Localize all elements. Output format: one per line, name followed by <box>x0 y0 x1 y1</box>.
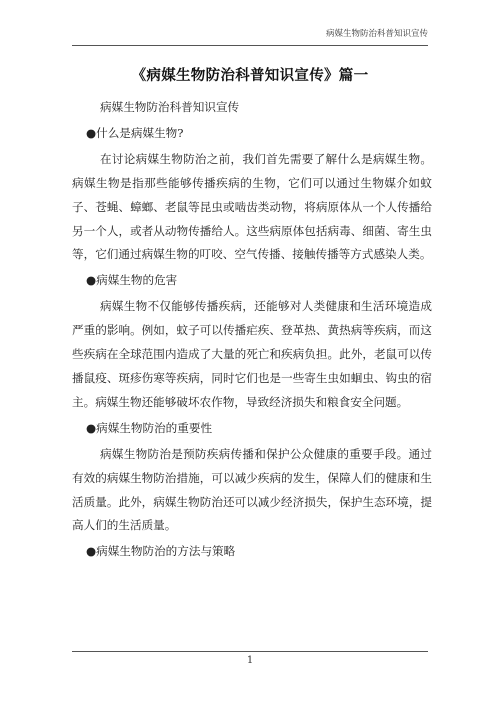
section-heading-importance: ●病媒生物防治的重要性 <box>86 420 213 435</box>
section-paragraph-harm: 病媒生物不仅能够传播疾病，还能够对人类健康和生活环境造成严重的影响。例如，蚊子可以传播疟疾、登革热、黄热病等疾病，而这些疾病在全球范围内造成了大量的死亡和疾病负担。此外，老鼠可以传播鼠疫、斑疹伤寒等疾病，同时它们也是一些寄生虫如蛔虫、钩虫的宿主。病媒生物还能够破坏农作物，导致经济损失和粮食安全问题。 <box>72 299 432 409</box>
section-heading-what-is: ●什么是病媒生物? <box>86 125 184 140</box>
header-divider <box>72 45 428 46</box>
document-body <box>72 96 432 566</box>
section-paragraph-what-is: 在讨论病媒生物防治之前，我们首先需要了解什么是病媒生物。病媒生物是指那些能够传播疾病的生物，它们可以通过生物媒介如蚊子、苍蝇、蟑螂、老鼠等昆虫或啮齿类动物，将病原体从一个人传播给另一个人，或者从动物传播给人。这些病原体包括病毒、细菌、寄生虫等，它们通过病媒生物的叮咬、空气传播、接触传播等方式感染人类。 <box>72 151 432 262</box>
section-paragraph-importance: 病媒生物防治是预防疾病传播和保护公众健康的重要手段。通过有效的病媒生物防治措施，可以减少疾病的发生，保障人们的健康和生活质量。此外，病媒生物防治还可以减少经济损失，保护生态环境，提高人们的生活质量。 <box>72 446 432 533</box>
running-header: 病媒生物防治科普知识宣传 <box>325 29 428 39</box>
subtitle: 病媒生物防治科普知识宣传 <box>100 100 240 114</box>
footer-divider <box>72 651 428 652</box>
section-heading-methods: ●病媒生物防治的方法与策略 <box>86 544 236 559</box>
document-title: 《病媒生物防治科普知识宣传》篇一 <box>131 67 369 84</box>
page-number: 1 <box>246 655 254 666</box>
section-heading-harm: ●病媒生物的危害 <box>86 273 178 288</box>
